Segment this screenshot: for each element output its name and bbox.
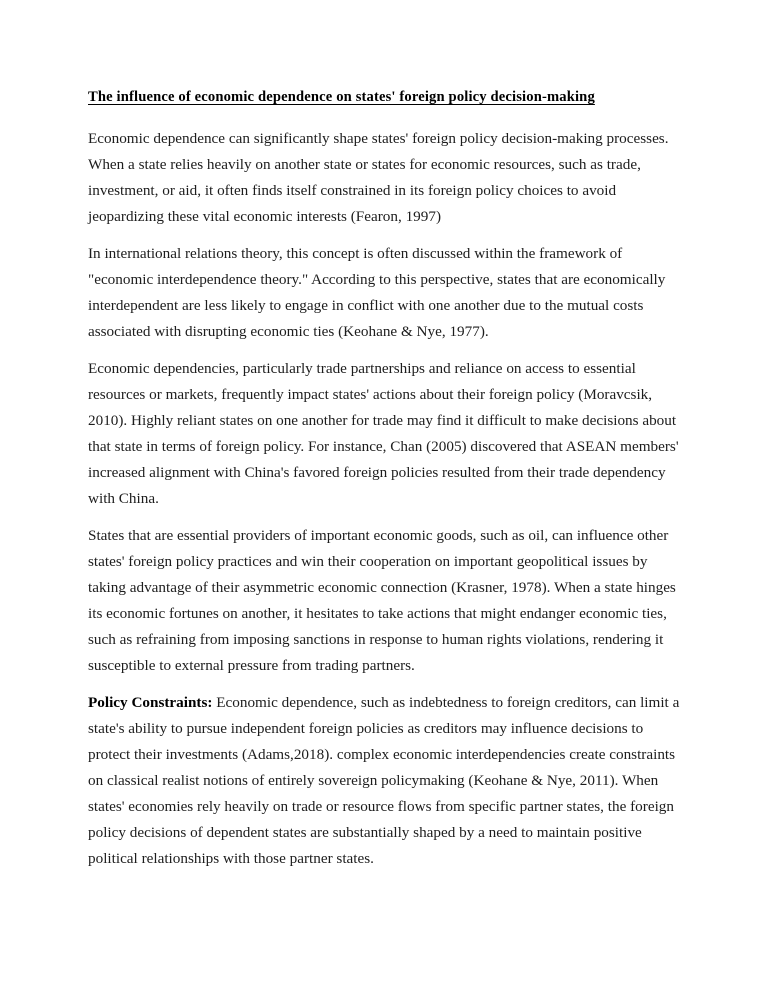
paragraph-5-lead-label: Policy Constraints:	[88, 693, 213, 711]
paragraph-5	[88, 690, 680, 872]
paragraph-1-text: Economic dependence can significantly shape states' foreign policy decision-making processes. When a state relies heavily on another state or states for economic resources, such as trade, investment, or aid, it often finds itself constrained in its foreign policy choices to avoid jeopardizing these vital economic interests (Fearon, 1997)	[88, 129, 669, 225]
paragraph-3-text: Economic dependencies, particularly trade partnerships and reliance on access to essential resources or markets, frequently impact states' actions about their foreign policy (Moravcsik, 2010). Highly reliant states on one another for trade may find it difficult to make decisions about that state in terms of foreign policy. For instance, Chan (2005) discovered that ASEAN members' increased alignment with China's favored foreign policies resulted from their trade dependency with China.	[88, 359, 679, 507]
paragraph-1	[88, 126, 680, 230]
paragraph-4-text: States that are essential providers of important economic goods, such as oil, can influence other states' foreign policy practices and win their cooperation on important geopolitical issues by taking advantage of their asymmetric economic connection (Krasner, 1978). When a state hinges its economic fortunes on another, it hesitates to take actions that might endanger economic ties, such as refraining from imposing sanctions in response to human rights violations, rendering it susceptible to external pressure from trading partners.	[88, 526, 676, 674]
page-title: The influence of economic dependence on states' foreign policy decision-making	[88, 89, 595, 105]
paragraph-5-text: Economic dependence, such as indebtedness to foreign creditors, can limit a state's ability to pursue independent foreign policies as creditors may influence decisions to protect their investments (Adams,2018). complex economic interdependencies create constraints on classical realist notions of entirely sovereign policymaking (Keohane & Nye, 2011). When states' economies rely heavily on trade or resource flows from specific partner states, the foreign policy decisions of dependent states are substantially shaped by a need to maintain positive political relationships with those partner states.	[88, 693, 680, 867]
paragraph-4	[88, 523, 680, 679]
paragraph-2-text: In international relations theory, this concept is often discussed within the framework of "economic interdependence theory." According to this perspective, states that are economically interdependent are less likely to engage in conflict with one another due to the mutual costs associated with disrupting economic ties (Keohane & Nye, 1977).	[88, 244, 666, 340]
paragraph-3	[88, 356, 680, 512]
paragraph-2	[88, 241, 680, 345]
